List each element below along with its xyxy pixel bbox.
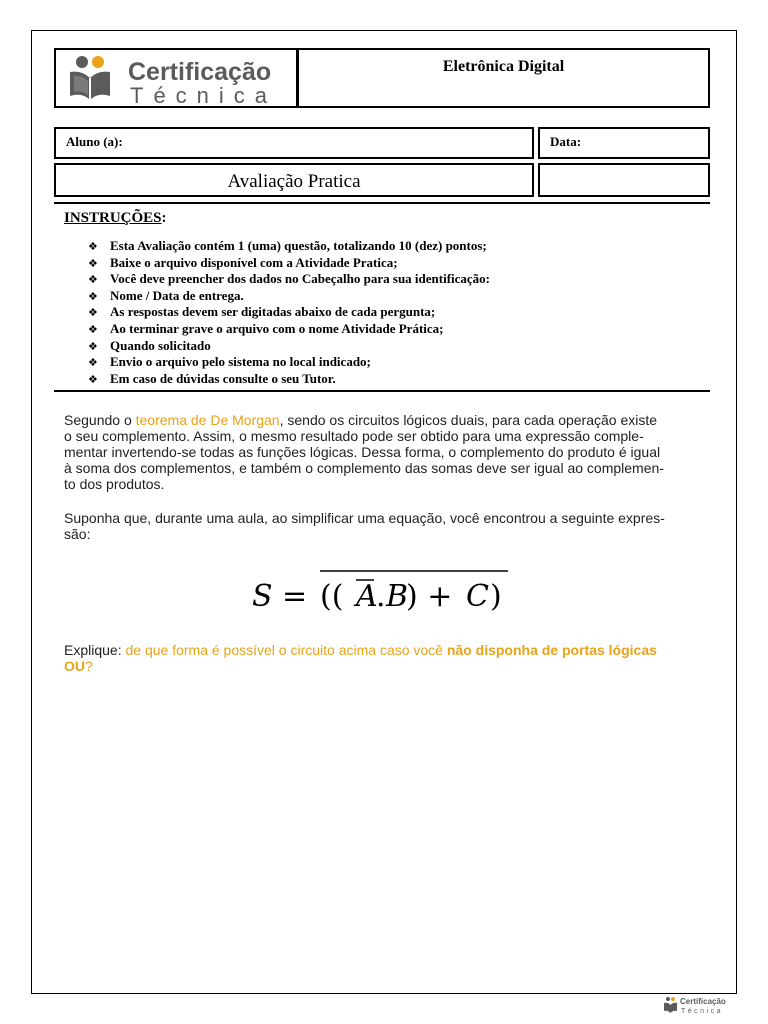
formula-equals: = (282, 579, 308, 614)
date-field[interactable] (538, 127, 710, 159)
formula-plus: ) + (406, 579, 453, 614)
grade-box[interactable] (538, 163, 710, 197)
diamond-bullet-icon: ❖ (88, 339, 98, 353)
de-morgan-highlight: teorema de De Morgan (135, 412, 280, 428)
question-bold: não disponha de portas lógicas (446, 642, 657, 658)
list-item (88, 238, 490, 255)
instruction-text: Ao terminar grave o arquivo com o nome Atividade Prática; (110, 320, 444, 336)
instruction-text: Nome / Data de entrega. (110, 287, 244, 303)
instruction-text: Esta Avaliação contém 1 (uma) questão, totalizando 10 (dez) pontos; (110, 238, 487, 253)
certificacao-tecnica-logo (56, 50, 296, 106)
question-bold-ou: OU (64, 658, 85, 674)
question-label: Explique: (64, 642, 126, 658)
paragraph-line (64, 642, 704, 658)
diamond-bullet-icon: ❖ (88, 273, 98, 287)
formula-close-paren: ) (490, 579, 502, 614)
student-name-field[interactable] (54, 127, 534, 159)
de-morgan-paragraph (64, 412, 704, 492)
paragraph-line: Suponha que, durante uma aula, ao simplificar uma equação, você encontrou a seguinte expres- (64, 510, 665, 526)
paragraph-line: mentar invertendo-se todas as funções lógicas. Dessa forma, o complemento do produto é igual (64, 444, 661, 460)
formula-lhs: S (252, 579, 273, 614)
footer-logo (662, 995, 734, 1015)
instruction-text: Baixe o arquivo disponível com a Atividade Pratica; (110, 254, 398, 270)
formula-open-parens: (( (320, 579, 344, 614)
footer-readers-icon (664, 997, 677, 1013)
instruction-text: As respostas devem ser digitadas abaixo de cada pergunta; (110, 304, 436, 320)
paragraph-line: à soma dos complementos, e também o complemento das somas deve ser igual ao complemen- (64, 460, 664, 476)
question-paragraph (64, 642, 704, 674)
paragraph-line: to dos produtos. (64, 476, 165, 492)
question-text: de que forma é possível o circuito acima caso você (125, 642, 447, 658)
formula-var-c: C (466, 579, 489, 614)
diamond-bullet-icon: ❖ (88, 289, 98, 303)
question-mark: ? (85, 658, 93, 674)
expression-intro-paragraph (64, 510, 704, 542)
list-item (88, 255, 490, 272)
diamond-bullet-icon: ❖ (88, 356, 98, 370)
list-item (88, 354, 490, 371)
instruction-text: Envio o arquivo pelo sistema no local indicado; (110, 354, 371, 370)
instruction-text: Em caso de dúvidas consulte o seu Tutor. (110, 370, 336, 386)
diamond-bullet-icon: ❖ (88, 256, 98, 270)
paragraph-line (64, 412, 704, 428)
instruction-text: Você deve preencher dos dados no Cabeçalho para sua identificação: (110, 271, 491, 287)
instructions-heading-colon: : (161, 210, 167, 226)
evaluation-title-box (54, 163, 534, 197)
instructions-list (88, 238, 490, 387)
list-item (88, 288, 490, 305)
list-item (88, 321, 490, 338)
paragraph-line: o seu complemento. Assim, o mesmo resultado pode ser obtido para uma expressão comple- (64, 428, 644, 444)
diamond-bullet-icon: ❖ (88, 240, 98, 253)
formula-dot: . (376, 579, 386, 614)
boolean-expression (252, 568, 522, 618)
student-label: Aluno (a): (66, 134, 123, 149)
list-item (88, 304, 490, 321)
list-item (88, 371, 490, 388)
diamond-bullet-icon: ❖ (88, 306, 98, 320)
divider-bottom (54, 390, 710, 392)
instructions-heading (64, 210, 167, 227)
formula-var-b: B (386, 579, 409, 614)
list-item (88, 338, 490, 355)
paragraph-line: são: (64, 526, 91, 542)
instruction-text: Quando solicitado (110, 337, 211, 353)
divider-top (54, 202, 710, 204)
text-span: , sendo os circuitos lógicos duais, para cada operação existe (279, 412, 658, 428)
instructions-heading-text: INSTRUÇÕES (64, 210, 162, 226)
paragraph-line (64, 658, 704, 674)
formula-var-a: A (356, 579, 378, 614)
footer-logo-line2: Técnica (681, 1008, 724, 1015)
diamond-bullet-icon: ❖ (88, 322, 98, 336)
diamond-bullet-icon: ❖ (88, 372, 98, 386)
evaluation-title: Avaliação Pratica (227, 171, 361, 192)
readers-icon (70, 56, 110, 100)
logo-box (54, 48, 298, 108)
logo-line2: Técnica (130, 83, 278, 106)
list-item (88, 271, 490, 288)
course-box (297, 48, 710, 108)
text-span: Segundo o (64, 412, 136, 428)
logo-line1: Certificação (128, 58, 272, 86)
footer-logo-line1: Certificação (680, 997, 726, 1006)
date-label: Data: (550, 134, 582, 149)
course-title: Eletrônica Digital (442, 58, 565, 75)
